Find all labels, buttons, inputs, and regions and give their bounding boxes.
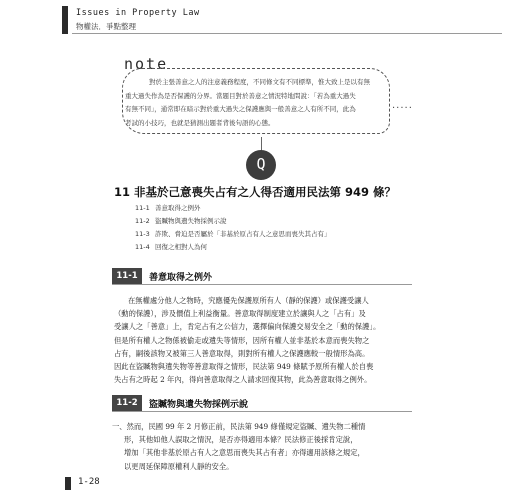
section-number-badge: 11-2 [112,395,142,411]
note-line: 對於主張善意之人的注意義務程度，不同條文有不同標準，惟大致上是以有無 [149,78,370,86]
series-title-en: Issues in Property Law [76,8,200,18]
paragraph-line: （動的保護），涉及價值上利益衡量。善意取得制度建立於讓與人之「占有」及 [114,309,366,319]
paragraph-line: 失占有之時起 2 年內，得向善意取得之人請求回復其物，此為善意取得之例外。 [114,375,372,385]
header-rule [72,33,502,34]
note-line: 有無不同」，通常即在暗示對於重大過失之保護應與一般善意之人有所不同，此為 [125,105,356,113]
section-heading-11-2 [112,395,412,412]
paragraph-line: 在無權處分他人之物時，究應優先保護原所有人（靜的保護）或保護受讓人 [128,296,369,305]
section-title: 善意取得之例外 [149,273,213,283]
toc-item-label: 善意取得之例外 [155,204,201,212]
note-text [125,76,379,130]
header-marker-bar [62,6,68,34]
paragraph-line: 但是所有權人之物係被偷走或遺失等情形，因所有權人並非基於本意而喪失物之 [114,335,370,345]
section-rule [112,284,412,285]
question-badge [246,150,276,180]
note-line: 重大過失作為是否保護的分界。當題目對於善意之情況特地問說：「若為重大過失 [125,91,356,100]
note-box [122,68,390,134]
toc-item-number: 11-2 [135,216,150,225]
toc-item [135,201,331,214]
note-line: 考試的小技巧，也就是猜測出題者背後句語的心態。 [125,118,275,127]
paragraph-line: 增加「其他非基於原占有人之意思而喪失其占有者」亦得適用該條之規定， [124,448,365,458]
section2-paragraph [112,420,412,473]
toc-item-label: 回復之相對人為何 [155,243,207,251]
toc-item-label: 詐欺、脅迫是否屬於「非基於原占有人之意思而喪失其占有」 [155,230,331,238]
paragraph-line: 占有，嗣後該物又被第三人善意取得，則對所有權人之保護應較一般情形為高。 [114,348,370,358]
toc-item-label: 盜贓物與遺失物採例示說 [155,217,227,225]
section-number-badge: 11-1 [112,268,142,284]
paragraph-line: 形，其他如他人誤取之情況，是否亦得適用本條？民法修正後採肯定說， [124,435,358,445]
toc-item [135,214,331,227]
section1-paragraph [114,294,414,386]
page-footer [65,476,215,492]
question-title: 11 非基於己意喪失占有之人得否適用民法第 949 條？ [114,185,397,199]
note-heading: note [124,55,169,73]
series-title-zh: 物權法．爭點整理 [76,22,136,31]
page-number: 1-28 [78,477,100,487]
paragraph-line: 以更周延保障原權利人靜的安全。 [124,461,234,471]
section-heading-11-1 [112,268,412,285]
section-title: 盜贓物與遺失物採例示說 [149,400,249,410]
question-badge-letter: Q [256,155,266,173]
paragraph-line: 一、然而，民國 99 年 2 月修正前，民法第 949 條僅規定盜贓、遺失物二種情 [112,422,366,431]
toc-item-number: 11-1 [135,203,150,212]
section-rule [112,411,412,412]
question-toc [135,201,331,253]
toc-item [135,227,331,240]
toc-item-number: 11-4 [135,242,150,251]
paragraph-line: 受讓人之「善意」上，肯定占有之公信力，選擇偏向保護交易安全之「動的保護」。 [114,322,381,332]
toc-item [135,240,331,253]
footer-marker-bar [65,477,71,490]
toc-item-number: 11-3 [135,229,150,238]
note-ellipsis: ..... [392,100,413,111]
paragraph-line: 因此在盜贓物與遺失物等善意取得之情形，民法第 949 條賦予原所有權人於自喪 [114,361,374,371]
